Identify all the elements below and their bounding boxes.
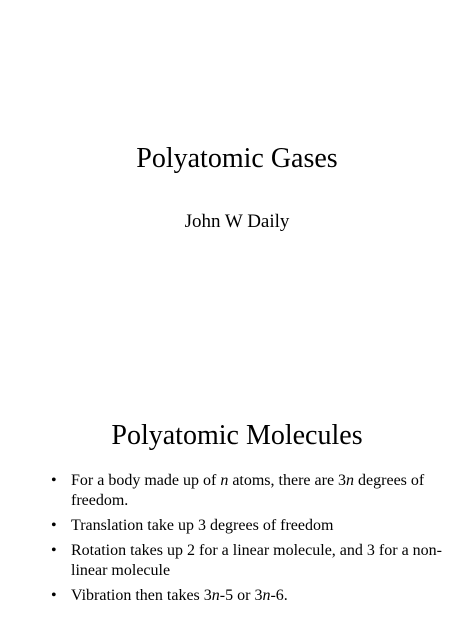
bullet-icon: •: [51, 472, 57, 489]
content-slide: [0, 316, 474, 632]
bullet-icon: •: [51, 587, 57, 604]
bullet-item: [50, 471, 450, 511]
bullet-item: [50, 586, 450, 606]
bullet-text: For a body made up of n atoms, there are 3n degrees of freedom.: [71, 472, 425, 509]
author-name: John W Daily: [184, 211, 290, 232]
bullet-icon: •: [51, 517, 57, 534]
slide-title: Polyatomic Gases: [136, 143, 338, 174]
bullet-text: Rotation takes up 2 for a linear molecule, and 3 for a non-linear molecule: [71, 542, 442, 579]
slide-title: Polyatomic Molecules: [111, 420, 363, 451]
bullet-item: [50, 516, 450, 536]
bullet-text: Vibration then takes 3n-5 or 3n-6.: [71, 587, 288, 604]
bullet-text: Translation take up 3 degrees of freedom: [71, 517, 334, 534]
bullet-icon: •: [51, 542, 57, 559]
bullet-item: [50, 541, 450, 581]
bullet-list: [50, 471, 450, 611]
